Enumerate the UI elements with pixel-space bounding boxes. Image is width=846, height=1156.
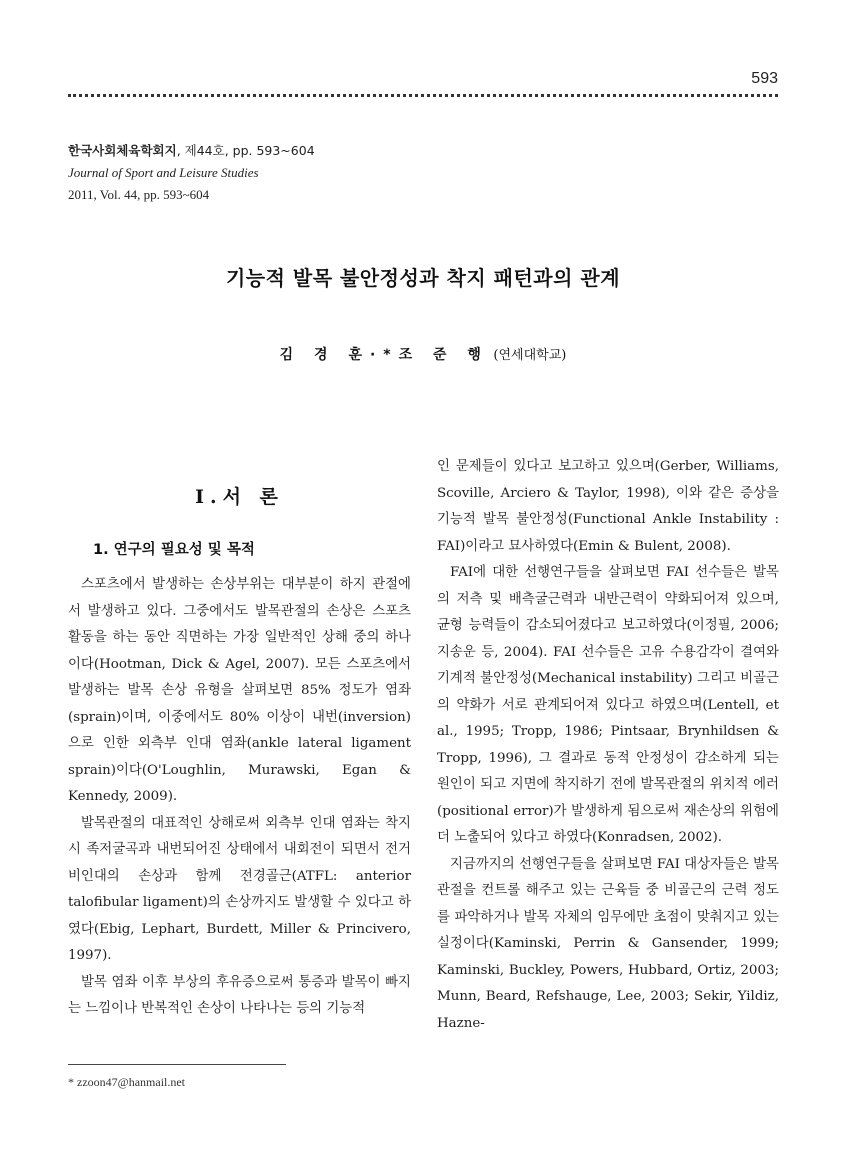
right-paragraph: 인 문제들이 있다고 보고하고 있으며(Gerber, Williams, Scoville, Arciero & Taylor, 1998), 이와 같은 증상을 기능적 발목 불안정성(Functional Ankle Instability : FAI)이라고 묘사하였다(Emin & Bulent, 2008). bbox=[437, 459, 779, 554]
author-affiliation: (연세대학교) bbox=[493, 348, 567, 363]
right-paragraph: 지금까지의 선행연구들을 살펴보면 FAI 대상자들은 발목관절을 컨트롤 해주고 있는 근육들 중 비골근의 근력 정도를 파악하거나 발목 자체의 임무에만 초점이 맞춰지고 있는 실정이다(Kaminski, Perrin & Gansender, 1999; Kaminski, Buckley, Powers, Hubbard, Ortiz, 2003; Munn, Beard, Refshauge, Lee, 2003; Sekir, Yildiz, Hazne- bbox=[437, 856, 779, 1031]
left-paragraph: 발목 염좌 이후 부상의 후유증으로써 통증과 발목이 빠지는 느낌이나 반복적인 손상이 나타나는 등의 기능적 bbox=[68, 974, 411, 1016]
right-column bbox=[437, 454, 779, 1037]
journal-korean-issue: , 제44호, pp. 593~604 bbox=[176, 143, 315, 158]
journal-korean-line bbox=[68, 140, 315, 162]
page-number: 593 bbox=[751, 70, 778, 87]
footnote-email: * zzoon47@hanmail.net bbox=[68, 1075, 186, 1089]
left-paragraph: 발목관절의 대표적인 상해로써 외측부 인대 염좌는 착지 시 족저굴곡과 내번되어진 상태에서 내회전이 되면서 전거비인대의 손상과 함께 전경골근(ATFL: anterior talofibular ligament)의 손상까지도 발생할 수 있다고 하였다(Ebig, Lephart, Burdett, Miller & Princivero, 1997). bbox=[68, 815, 411, 963]
left-column bbox=[68, 572, 411, 1023]
subsection-heading: 1. 연구의 필요성 및 목적 bbox=[93, 542, 255, 558]
section-heading: Ⅰ.서 론 bbox=[195, 486, 284, 508]
journal-english-issue: 2011, Vol. 44, pp. 593~604 bbox=[68, 187, 210, 202]
header-dotted-rule bbox=[68, 94, 778, 97]
left-paragraph: 스포츠에서 발생하는 손상부위는 대부분이 하지 관절에서 발생하고 있다. 그중에서도 발목관절의 손상은 스포츠 활동을 하는 동안 직면하는 가장 일반적인 상해 중의 하나이다(Hootman, Dick & Agel, 2007). 모든 스포츠에서 발생하는 발목 손상 유형을 살펴보면 85% 정도가 염좌(sprain)이며, 이중에서도 80% 이상이 내번(inversion)으로 인한 외측부 인대 염좌(ankle lateral ligament sprain)이다(O'Loughlin, Murawski, Egan & Kennedy, 2009). bbox=[68, 577, 411, 804]
journal-english-name: Journal of Sport and Leisure Studies bbox=[68, 165, 259, 180]
author-line bbox=[0, 344, 846, 364]
author-names: 김 경 훈·*조 준 행 bbox=[279, 347, 489, 363]
journal-info bbox=[68, 140, 315, 206]
journal-korean-name: 한국사회체육학회지 bbox=[68, 143, 177, 158]
footnote-rule bbox=[68, 1064, 286, 1065]
paper-title: 기능적 발목 불안정성과 착지 패턴과의 관계 bbox=[225, 266, 621, 290]
right-paragraph: FAI에 대한 선행연구들을 살펴보면 FAI 선수들은 발목의 저측 및 배측굴근력과 내반근력이 약화되어져 있으며, 균형 능력들이 감소되어졌다고 보고하였다(이정필, 2006; 지송운 등, 2004). FAI 선수들은 고유 수용감각이 결여와 기계적 불안정성(Mechanical instability) 그리고 비골근의 약화가 서로 관계되어져 있다고 하였으며(Lentell, et al., 1995; Tropp, 1986; Pintsaar, Brynhildsen & Tropp, 1996), 그 결과로 동적 안정성이 감소하게 되는 원인이 되고 지면에 착지하기 전에 발목관절의 위치적 에러(positional error)가 발생하게 됨으로써 재손상의 위험에 더 노출되어 있다고 하였다(Konradsen, 2002). bbox=[437, 565, 779, 845]
